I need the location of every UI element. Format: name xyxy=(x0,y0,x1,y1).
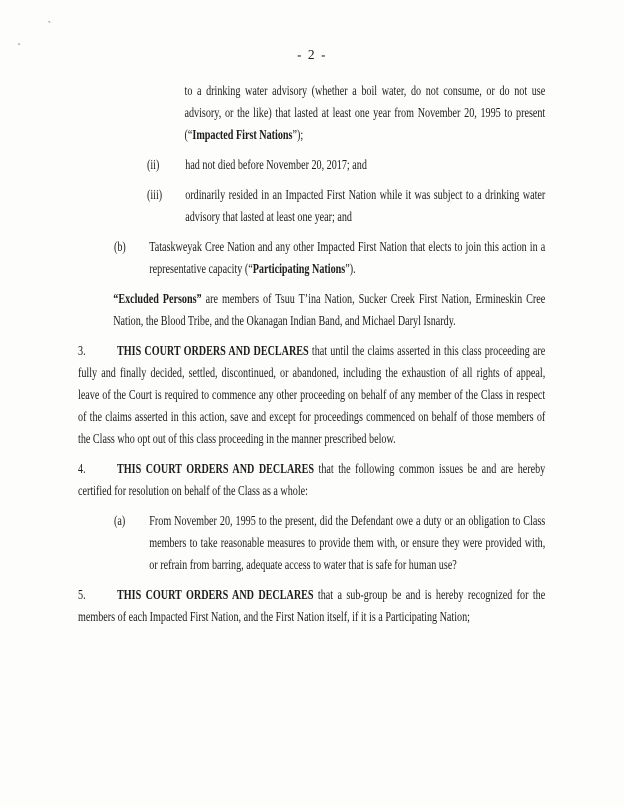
clause-iii-label: (iii) xyxy=(147,187,163,202)
item-b-label: (b) xyxy=(114,239,126,254)
order-4-text xyxy=(78,461,545,498)
common-issue-a xyxy=(114,510,545,576)
text-run: that the following common issues be and are hereby certified for resolution on behalf of the Class as a whole: xyxy=(78,461,546,498)
text-run: that a sub-group be and is hereby recognized for the members of each Impacted First Nation, and the First Nation itself, if it is a Participating Nation; xyxy=(78,587,546,624)
text-run: had not died before November 20, 2017; and xyxy=(185,157,367,172)
bold-text-run: “Excluded Persons” xyxy=(113,291,202,306)
bold-text-run: THIS COURT ORDERS AND DECLARES xyxy=(117,343,309,358)
text-run: From November 20, 1995 to the present, did the Defendant owe a duty or an obligation to Class members to take reasonable measures to provide them with, or ensure they were provided with, or refrain from barring, adequate access to water that is safe for human use? xyxy=(149,513,546,572)
document-body xyxy=(78,80,545,628)
order-paragraph-5 xyxy=(78,584,545,628)
clause-ii-label: (ii) xyxy=(147,157,160,172)
text-run: that until the claims asserted in this class proceeding are fully and finally decided, settled, discontinued, or abandoned, including the exhaustion of all rights of appeal, leave of the Court is required to commence any other proceeding on behalf of any member of the Class in respect of the claims asserted in this action, save and except for proceedings commenced on behalf of those members of the Class who opt out of this class proceeding in the manner prescribed below. xyxy=(78,343,546,446)
order-paragraph-3 xyxy=(78,340,545,450)
scan-speck-mark: ` xyxy=(47,19,55,32)
excluded-persons-paragraph xyxy=(113,288,545,332)
clause-iii xyxy=(147,184,545,228)
order-3-number: 3. xyxy=(78,343,86,358)
text-run: ordinarily resided in an Impacted First Nation while it was subject to a drinking water advisory that lasted at least one year; and xyxy=(185,187,546,224)
item-b xyxy=(114,236,545,280)
order-5-number: 5. xyxy=(78,587,86,602)
order-5-text xyxy=(78,587,545,624)
order-4-number: 4. xyxy=(78,461,86,476)
item-b-text xyxy=(149,236,545,280)
bold-text-run: THIS COURT ORDERS AND DECLARES xyxy=(117,461,314,476)
text-run: are members of Tsuu T’ina Nation, Sucker Creek First Nation, Ermineskin Cree Nation, the Blood Tribe, and the Okanagan Indian Band, and Michael Daryl Isnardy. xyxy=(113,291,546,328)
text-run: ”). xyxy=(345,261,356,276)
page-number: - 2 - xyxy=(297,47,327,62)
clause-iii-text xyxy=(185,184,545,228)
bold-text-run: Impacted First Nations xyxy=(192,127,293,142)
common-issue-a-text xyxy=(149,510,545,576)
bold-text-run: Participating Nations xyxy=(252,261,346,276)
text-run: Tataskweyak Cree Nation and any other Impacted First Nation that elects to join this action in a representative capacity (“ xyxy=(149,239,546,276)
text-run: to a drinking water advisory (whether a boil water, do not consume, or do not use advisory, or the like) that lasted at least one year from November 20, 1995 to present (“ xyxy=(184,83,546,142)
common-issue-a-label: (a) xyxy=(114,513,126,528)
text-run: ”); xyxy=(292,127,304,142)
scan-speck-mark: ` xyxy=(16,41,25,54)
clause-ii xyxy=(147,154,545,176)
bold-text-run: THIS COURT ORDERS AND DECLARES xyxy=(117,587,314,602)
order-paragraph-4 xyxy=(78,458,545,502)
clause-ii-text xyxy=(185,154,545,176)
order-3-text xyxy=(78,343,545,446)
clause-i-continuation-text xyxy=(185,80,546,146)
